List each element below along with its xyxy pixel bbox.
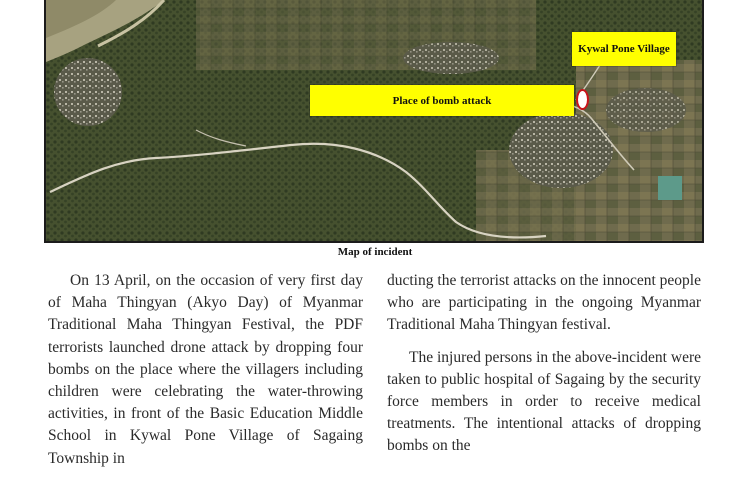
article-column-left — [48, 270, 363, 480]
article-column-right — [387, 270, 701, 468]
paragraph: The injured persons in the above-incident were taken to public hospital of Sagaing by the security force members in order to receive medical treatments. The intentional attacks of dropping bombs on the — [387, 348, 701, 455]
bomb-site-label: Place of bomb attack — [310, 85, 574, 116]
bomb-site-marker — [576, 89, 589, 110]
figure-caption: Map of incident — [337, 246, 413, 258]
paragraph: On 13 April, on the occasion of very first day of Maha Thingyan (Akyo Day) of Myanmar Traditional Maha Thingyan Festival, the PDF terrorists launched drone attack by dropping four bombs on the place where the villagers including children were celebrating the water-throwing activities, in front of the Basic Education Middle School in Kywal Pone Village of Sagaing Township in — [48, 272, 363, 467]
paragraph: ducting the terrorist attacks on the innocent people who are participating in the ongoing Myanmar Traditional Maha Thingyan festival. — [387, 272, 701, 334]
incident-map — [44, 0, 704, 243]
village-label: Kywal Pone Village — [572, 32, 676, 66]
